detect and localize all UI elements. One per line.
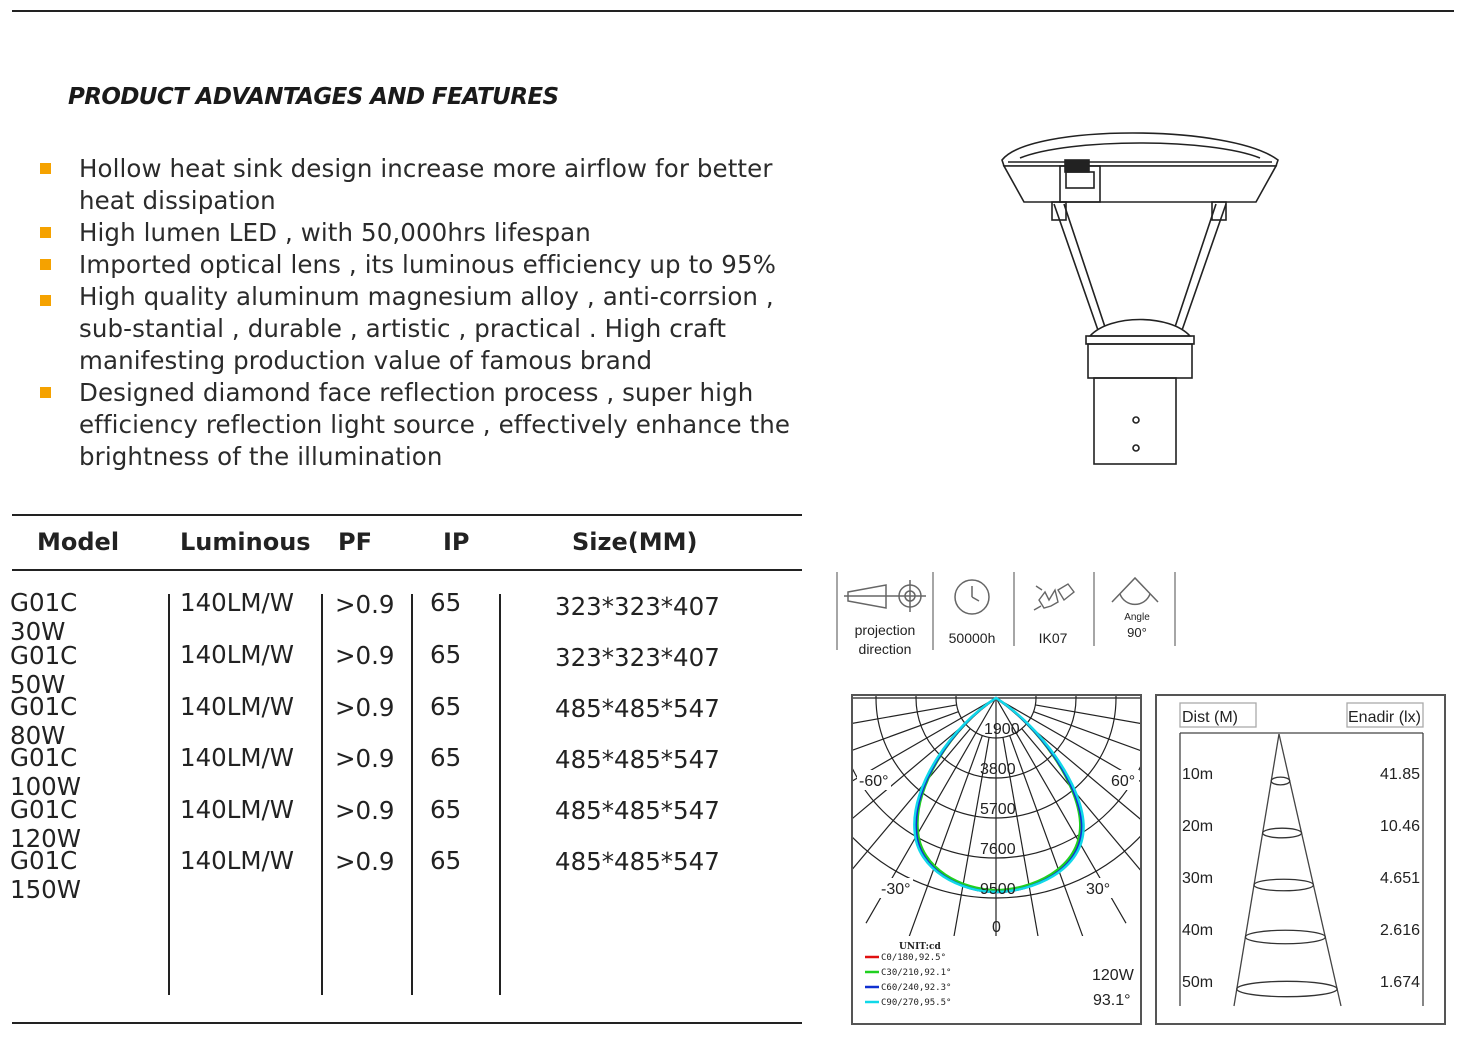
ring-label: 5700 [980,801,1016,818]
spec-icon-strip [836,570,1186,662]
dist-value: 20m [1182,818,1214,835]
ring-label: 1900 [984,721,1020,738]
cell-size: 485*485*547 [555,847,720,876]
illuminance-cone-diagram [1157,696,1444,1023]
lux-value: 1.674 [1379,974,1420,991]
feature-item: Hollow heat sink design increase more airflow for better heat dissipation [38,153,828,217]
feature-item: Imported optical lens , its luminous efficiency up to 95% [38,249,828,281]
zero-label: 0 [992,919,1001,936]
legend-label: C90/270,95.5° [881,998,952,1008]
power-label: 120W [1092,967,1134,984]
table-header-rule [12,569,802,571]
ring-label: 7600 [980,841,1016,858]
polar-diagram-panel [851,694,1142,1025]
table-top-rule [12,514,802,516]
cell-pf: >0.9 [335,590,395,619]
cell-ip: 65 [430,588,462,617]
table-bottom-rule [12,1022,802,1024]
cell-size: 323*323*407 [555,592,720,621]
projection-label: direction [858,641,912,657]
unit-label: UNIT:cd [899,942,941,952]
cell-model: G01C 120W [10,795,81,853]
impact-label: IK07 [1038,630,1068,646]
cell-ip: 65 [430,640,462,669]
column-divider [321,594,323,995]
cell-luminous: 140LM/W [180,588,295,617]
ring-label: 9500 [980,881,1016,898]
legend-label: C0/180,92.5° [881,953,947,963]
cell-model: G01C 150W [10,846,81,904]
projection-label: projection [854,622,916,638]
dist-value: 40m [1182,922,1214,939]
cone-ellipse [1237,981,1337,996]
cell-ip: 65 [430,795,462,824]
column-header-ip: IP [443,528,470,556]
feature-item: Designed diamond face reflection process , super high efficiency reflection light source , effectively enhance the brightness of the illumination [38,377,828,473]
polar-diagram [853,696,1140,1023]
cell-size: 485*485*547 [555,694,720,723]
cell-model: G01C 80W [10,692,78,750]
feature-list [38,153,828,473]
projection-direction-icon [844,580,926,612]
lux-value: 10.46 [1379,818,1420,835]
cell-pf: >0.9 [335,796,395,825]
square-bullet-icon [40,227,51,238]
column-header-size: Size(MM) [572,528,698,556]
cell-luminous: 140LM/W [180,692,295,721]
cell-luminous: 140LM/W [180,743,295,772]
polar-spoke [853,729,970,898]
cell-pf: >0.9 [335,641,395,670]
lux-value: 41.85 [1379,766,1420,783]
feature-item: High quality aluminum magnesium alloy , anti-corrsion , sub-stantial , durable , artistic , practical . High craft manifesting production value of famous brand [38,281,828,377]
cell-ip: 65 [430,692,462,721]
square-bullet-icon [40,259,51,270]
dist-value: 50m [1182,974,1214,991]
angle-label: 60° [1111,773,1136,790]
beam-angle-icon [1112,578,1158,604]
cell-pf: >0.9 [335,693,395,722]
polar-spoke [996,698,1140,828]
polar-spoke [853,705,957,743]
lifespan-label: 50000h [948,630,996,646]
column-header-luminous: Luminous [180,528,311,556]
clock-icon [955,580,989,614]
cone-ellipse [1245,930,1325,943]
section-title: PRODUCT ADVANTAGES AND FEATURES [68,84,559,110]
angle-value: 90° [1127,625,1147,640]
dist-value: 30m [1182,870,1214,887]
cell-ip: 65 [430,846,462,875]
cone-ellipse [1263,828,1302,838]
ring-label: 3800 [980,761,1016,778]
feature-item: High lumen LED , with 50,000hrs lifespan [38,217,828,249]
cell-size: 323*323*407 [555,643,720,672]
square-bullet-icon [40,387,51,398]
illuminance-panel [1155,694,1446,1025]
cell-size: 485*485*547 [555,796,720,825]
lux-value: 2.616 [1379,922,1420,939]
cell-luminous: 140LM/W [180,846,295,875]
cell-model: G01C 50W [10,641,78,699]
dist-header: Dist (M) [1182,709,1238,726]
beam-angle-label: 93.1° [1093,992,1131,1009]
column-divider [411,594,413,995]
lamp-illustration [990,118,1290,468]
cell-luminous: 140LM/W [180,640,295,669]
legend-label: C30/210,92.1° [881,968,952,978]
angle-label: 30° [1086,881,1111,898]
column-divider [168,594,170,995]
dist-value: 10m [1182,766,1214,783]
angle-label: -60° [859,773,889,790]
angle-label: -30° [881,881,911,898]
polar-spoke [853,698,996,828]
cone-ellipse [1254,879,1313,891]
square-bullet-icon [40,163,51,174]
legend-label: C60/240,92.3° [881,983,952,993]
cell-model: G01C 30W [10,588,78,646]
cell-luminous: 140LM/W [180,795,295,824]
cone-ellipse [1271,777,1289,785]
impact-icon [1034,584,1074,610]
cell-ip: 65 [430,743,462,772]
angle-caption: Angle [1124,612,1150,623]
cell-model: G01C 100W [10,743,81,801]
cell-size: 485*485*547 [555,745,720,774]
cell-pf: >0.9 [335,744,395,773]
lux-header: Enadir (lx) [1348,709,1421,726]
column-header-pf: PF [338,528,372,556]
column-header-model: Model [37,528,120,556]
cell-pf: >0.9 [335,847,395,876]
polar-spoke [1035,705,1140,743]
lux-value: 4.651 [1379,870,1420,887]
square-bullet-icon [40,295,51,306]
column-divider [499,594,501,995]
top-divider [12,10,1454,12]
